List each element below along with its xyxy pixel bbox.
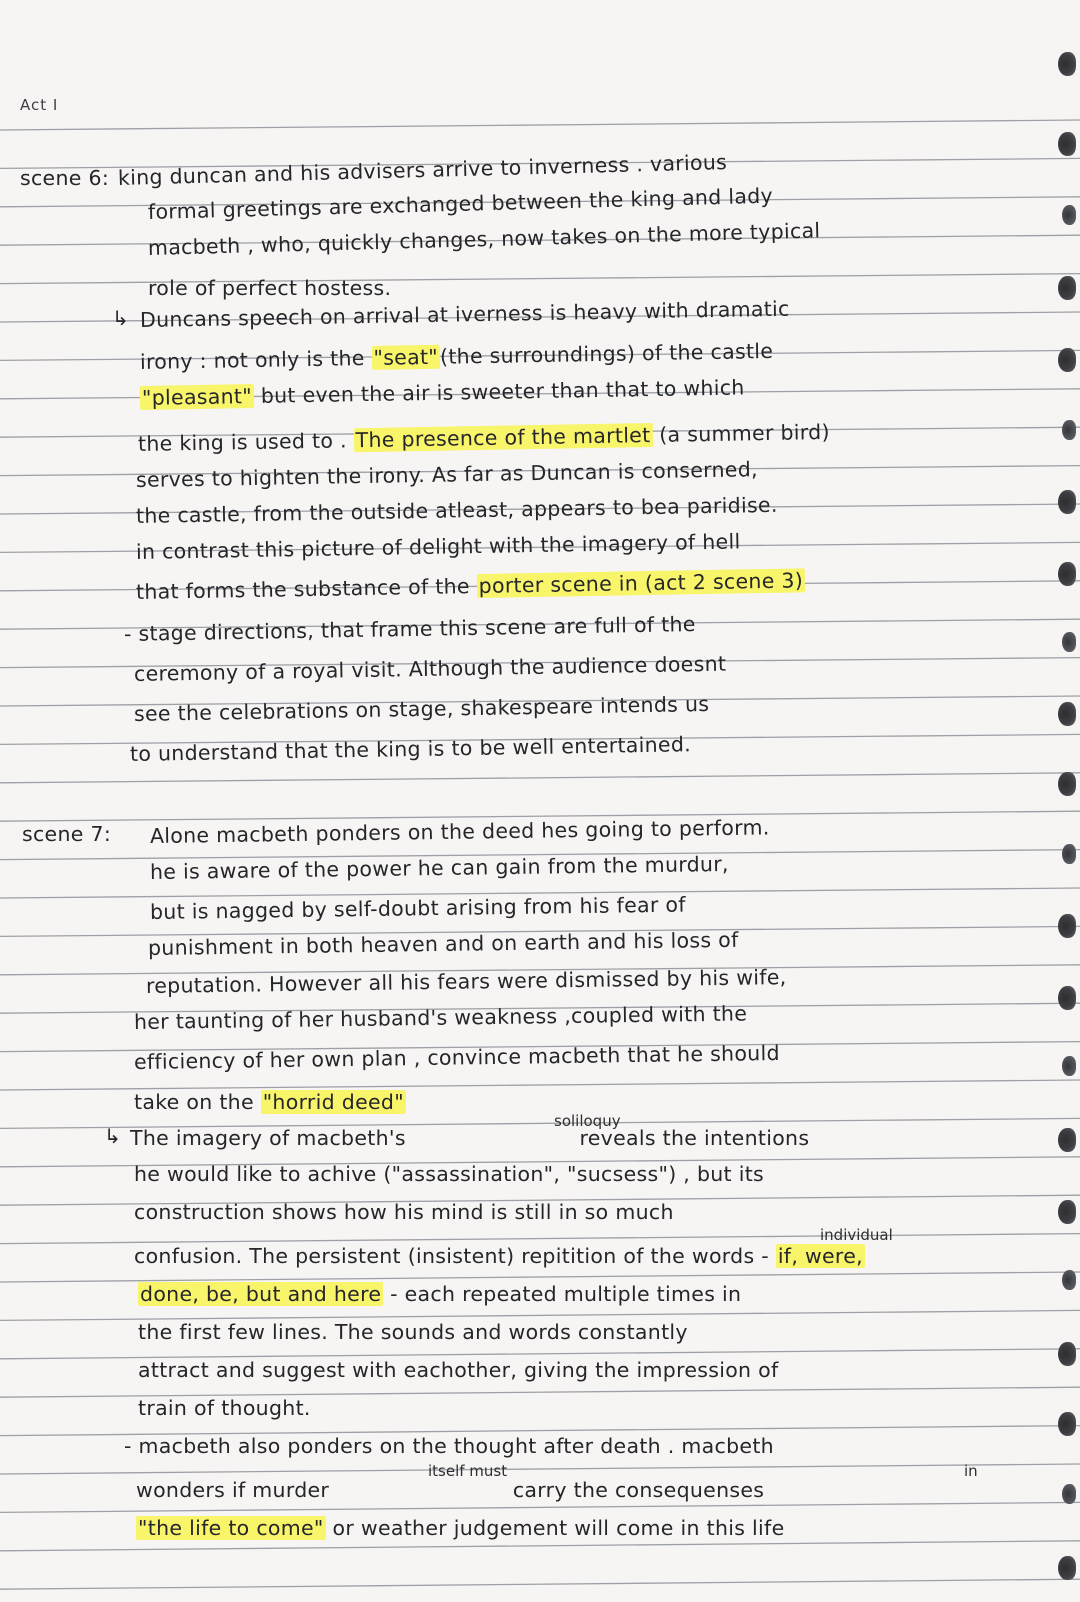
scene6-p2-line-1: Duncans speech on arrival at iverness is heavy with dramatic — [139, 296, 790, 332]
binding-hole — [1058, 914, 1076, 938]
scene6-p3-line-3: see the celebrations on stage, shakespeare intends us — [133, 691, 710, 726]
ruled-line — [0, 1541, 1080, 1551]
scene7-p2-line-2: efficiency of her own plan , convince macbeth that he should — [133, 1040, 780, 1074]
ruled-line — [0, 1310, 1080, 1320]
insertion-in: in — [964, 1462, 978, 1480]
binding-hole — [1062, 205, 1076, 225]
scene7-line-3: but is nagged by self-doubt arising from his fear of — [149, 892, 686, 924]
ruled-line — [0, 1234, 1080, 1244]
scene7-p3-line-6: the first few lines. The sounds and words constantly — [138, 1320, 688, 1344]
scene6-p2-line-4: the king is used to . The presence of the martlet (a summer bird) — [137, 419, 830, 456]
highlight-porter-scene: porter scene in (act 2 scene 3) — [478, 568, 804, 599]
spiral-binding — [1040, 0, 1080, 1602]
scene7-line-5: reputation. However all his fears were dismissed by his wife, — [145, 965, 787, 998]
binding-hole — [1058, 1128, 1076, 1152]
highlight-if-were: if, were, — [777, 1244, 863, 1268]
binding-hole — [1058, 348, 1076, 372]
binding-hole — [1062, 1270, 1076, 1290]
scene7-p3-line-8: train of thought. — [138, 1396, 311, 1420]
highlight-martlet: The presence of the martlet — [355, 423, 651, 453]
binding-hole — [1058, 1412, 1076, 1436]
highlight-horrid-deed: "horrid deed" — [262, 1090, 404, 1114]
binding-hole — [1062, 420, 1076, 440]
highlight-life-to-come: "the life to come" — [138, 1516, 324, 1540]
scene6-p2-line-3: "pleasant" but even the air is sweeter than that to which — [141, 375, 745, 410]
ruled-line — [0, 773, 1080, 783]
scene7-p4-line-3: "the life to come" or weather judgement will come in this life — [138, 1516, 785, 1540]
scene7-line-4: punishment in both heaven and on earth and his loss of — [147, 927, 739, 960]
binding-hole — [1062, 1484, 1076, 1504]
scene6-line-2: formal greetings are exchanged between the king and lady — [147, 183, 774, 224]
scene7-p3-line-4: confusion. The persistent (insistent) repitition of the words - if, were, — [134, 1244, 863, 1268]
binding-hole — [1062, 1056, 1076, 1076]
binding-hole — [1058, 52, 1076, 76]
scene6-p2-line-6: the castle, from the outside atleast, appears to bea paridise. — [135, 492, 778, 528]
binding-hole — [1058, 1342, 1076, 1366]
page-heading: Act I — [20, 96, 59, 114]
scene7-p3-line-7: attract and suggest with eachother, giving the impression of — [138, 1358, 779, 1382]
ruled-line — [0, 1579, 1080, 1589]
ruled-line — [0, 1464, 1080, 1474]
scene6-p2-line-5: serves to highten the irony. As far as Duncan is conserned, — [135, 457, 759, 492]
scene7-line-1: Alone macbeth ponders on the deed hes going to perform. — [149, 815, 770, 848]
scene6-line-3: macbeth , who, quickly changes, now takes on the more typical — [147, 218, 821, 260]
ruled-line — [0, 1272, 1080, 1282]
insertion-individual: individual — [820, 1226, 893, 1244]
scene7-p4-line-2: wonders if murder carry the consequenses — [136, 1478, 765, 1502]
scene7-p3-line-3: construction shows how his mind is still in so much — [134, 1200, 674, 1224]
binding-hole — [1058, 702, 1076, 726]
scene6-label: scene 6: — [20, 166, 110, 190]
scene6-p2-line-8: that forms the substance of the porter scene in (act 2 scene 3) — [135, 568, 804, 604]
arrow-icon: ↳ — [112, 306, 129, 330]
scene7-p2-line-1: her taunting of her husband's weakness ,coupled with the — [133, 1001, 748, 1034]
scene6-p2-line-7: in contrast this picture of delight with the imagery of hell — [135, 529, 741, 564]
scene6-line-4: role of perfect hostess. — [148, 276, 392, 300]
scene7-line-2: he is aware of the power he can gain from the murdur, — [149, 851, 729, 884]
highlight-seat: "seat" — [373, 344, 439, 370]
scene7-p2-line-3: take on the "horrid deed" — [134, 1090, 404, 1114]
binding-hole — [1058, 132, 1076, 156]
scene7-label: scene 7: — [22, 822, 112, 846]
binding-hole — [1058, 490, 1076, 514]
ruled-line — [0, 1080, 1080, 1090]
binding-hole — [1058, 772, 1076, 796]
scene6-p3-line-2: ceremony of a royal visit. Although the audience doesnt — [133, 651, 727, 686]
insertion-soliloquy: soliloquy — [554, 1112, 621, 1130]
scene7-p3-line-2: he would like to achive ("assassination", "sucsess") , but its — [134, 1162, 765, 1186]
scene6-p3-line-4: to understand that the king is to be well entertained. — [129, 732, 692, 766]
insertion-itself-must: itself must — [428, 1462, 508, 1480]
binding-hole — [1058, 276, 1076, 300]
arrow-icon-2: ↳ — [104, 1124, 121, 1148]
ruled-line — [0, 1502, 1080, 1512]
binding-hole — [1062, 844, 1076, 864]
scene7-p3-line-5: done, be, but and here - each repeated multiple times in — [140, 1282, 742, 1306]
binding-hole — [1058, 986, 1076, 1010]
scene6-line-1: king duncan and his advisers arrive to inverness . various — [117, 150, 728, 190]
highlight-pleasant: "pleasant" — [141, 384, 253, 410]
highlight-done-be-but-here: done, be, but and here — [140, 1282, 382, 1306]
scene6-p3-line-1: - stage directions, that frame this scene are full of the — [123, 612, 696, 646]
binding-hole — [1062, 632, 1076, 652]
binding-hole — [1058, 1200, 1076, 1224]
ruled-line — [0, 120, 1080, 130]
binding-hole — [1058, 562, 1076, 586]
scene7-p4-line-1: - macbeth also ponders on the thought after death . macbeth — [124, 1434, 774, 1458]
scene6-p2-line-2: irony : not only is the "seat"(the surroundings) of the castle — [139, 338, 774, 374]
scene7-p3-line-1: The imagery of macbeth's reveals the intentions — [130, 1126, 810, 1150]
binding-hole — [1058, 1556, 1076, 1580]
